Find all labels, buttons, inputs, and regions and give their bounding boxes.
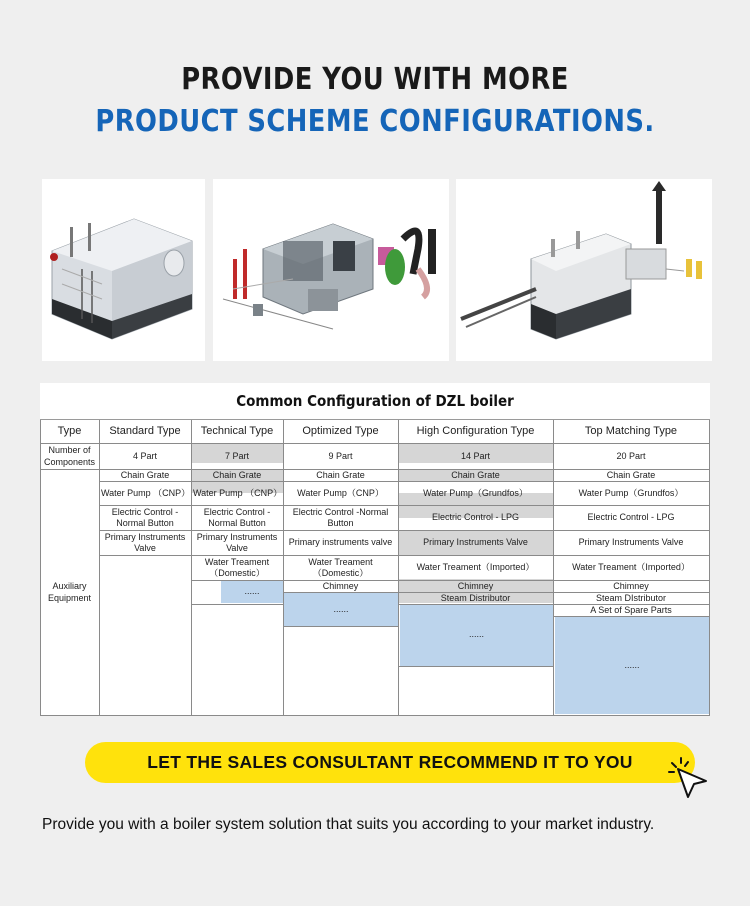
ellipsis-text: ...... — [624, 659, 640, 670]
ellipsis-text: ...... — [333, 603, 349, 614]
table-cell: 20 Part — [616, 450, 646, 461]
column-header: Optimized Type — [302, 424, 379, 437]
boiler-unit-illustration — [42, 179, 205, 361]
table-cell: Electric Control - LPG — [431, 512, 520, 523]
table-cell: Chimney — [613, 580, 649, 591]
more-items-cell — [284, 593, 398, 626]
table-cell: Water Pump（Grundfos） — [578, 487, 684, 498]
column-header: Type — [57, 424, 82, 437]
table-cell: Water Pump （CNP） — [193, 487, 283, 498]
table-cell: Water Pump（Grundfos） — [423, 487, 528, 498]
table-cell: Chain Grate — [212, 469, 262, 480]
table-cell: Primary instruments valve — [288, 537, 393, 548]
grid-line — [191, 604, 283, 605]
table-cell: Chain Grate — [451, 469, 500, 480]
table-cell: 14 Part — [460, 450, 491, 461]
column-header: Technical Type — [200, 424, 274, 437]
table-cell: Electric Control - Normal Button — [203, 506, 271, 528]
sales-consultant-button[interactable] — [85, 742, 695, 783]
column-header: High Configuration Type — [416, 424, 535, 437]
column-header: Top Matching Type — [584, 424, 678, 437]
boiler-system-illustration — [213, 179, 449, 361]
row-label: Number of Components — [43, 445, 96, 467]
grid-line — [283, 626, 398, 627]
row-label: Auxiliary Equipment — [47, 581, 92, 603]
table-cell: A Set of Spare Parts — [590, 604, 672, 615]
configuration-table — [40, 383, 710, 716]
table-cell: Electric Control - LPG — [587, 512, 675, 523]
more-items-cell — [221, 580, 283, 603]
column-header: Standard Type — [109, 424, 181, 437]
heading-line-2: PRODUCT SCHEME CONFIGURATIONS. — [95, 104, 655, 139]
table-cell: 4 Part — [132, 450, 157, 461]
more-items-cell — [555, 617, 709, 714]
grid-line — [398, 666, 554, 667]
table-cell: Chain Grate — [606, 469, 656, 480]
boiler-system-layout-image — [213, 179, 449, 361]
boiler-unit-image — [42, 179, 205, 361]
heading-line-1: PROVIDE YOU WITH MORE — [181, 62, 569, 97]
table-title: Common Configuration of DZL boiler — [236, 392, 514, 410]
grid-line — [40, 715, 710, 716]
table-cell: Water Pump （CNP） — [101, 487, 191, 498]
table-cell: Chain Grate — [120, 469, 170, 480]
table-cell: Chain Grate — [316, 469, 365, 480]
footer-text: Provide you with a boiler system solution that suits you according to your market industry. — [42, 816, 655, 833]
table-cell: Steam Distributor — [440, 592, 511, 603]
table-cell: Electric Control -Normal Button — [292, 506, 389, 528]
table-cell: Primary Instruments Valve — [104, 531, 186, 553]
boiler-conveyor-illustration — [456, 179, 712, 361]
table-cell: 7 Part — [224, 450, 249, 461]
table-cell: Water Treament（Imported） — [416, 562, 535, 573]
cursor-click-icon — [668, 757, 714, 803]
boiler-with-conveyor-image — [456, 179, 712, 361]
ellipsis-text: ...... — [244, 585, 260, 596]
table-cell: Primary Instruments Valve — [196, 531, 278, 553]
table-cell: Electric Control - Normal Button — [111, 506, 179, 528]
table-cell: Primary Instruments Valve — [578, 537, 684, 548]
more-items-cell — [400, 604, 553, 666]
ellipsis-text: ...... — [468, 629, 484, 640]
grid-line — [709, 420, 710, 716]
table-cell: 9 Part — [328, 450, 353, 461]
table-cell: Water Treament （Domestic） — [204, 556, 270, 578]
table-cell: Steam DIstributor — [595, 592, 667, 603]
table-cell: Water Treament（Imported） — [572, 562, 690, 573]
table-cell: Primary Instruments Valve — [423, 537, 528, 548]
table-cell: Chimney — [322, 580, 359, 591]
sales-consultant-button-label: LET THE SALES CONSULTANT RECOMMEND IT TO YOU — [147, 752, 633, 772]
table-cell: Water Pump（CNP） — [297, 487, 384, 498]
table-cell: Chimney — [457, 580, 494, 591]
table-cell: Water Treament （Domestic） — [308, 556, 373, 578]
